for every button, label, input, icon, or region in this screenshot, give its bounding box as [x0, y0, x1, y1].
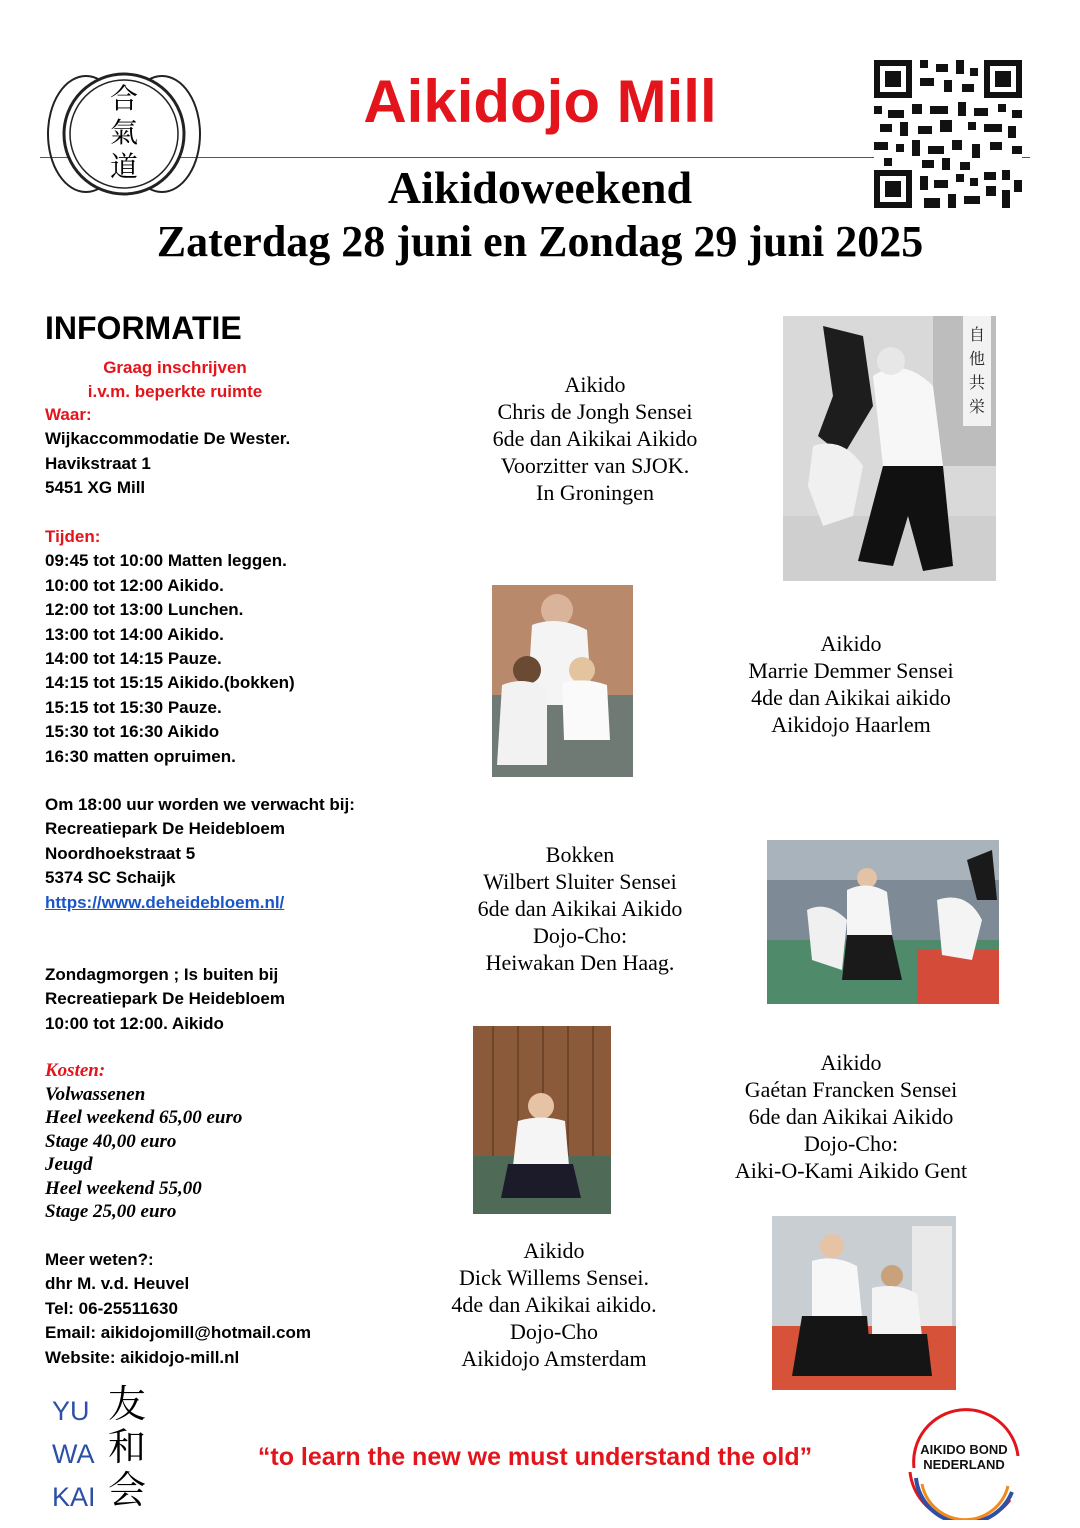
event-subtitle: Aikidoweekend — [387, 162, 693, 213]
teacher-wilbert: Bokken Wilbert Sluiter Sensei 6de dan Aikikai Aikido Dojo-Cho: Heiwakan Den Haag. — [477, 842, 683, 975]
cost-line: Heel weekend 55,00 — [45, 1177, 202, 1199]
svg-text:NEDERLAND: NEDERLAND — [923, 1457, 1005, 1472]
address-line: Havikstraat 1 — [45, 453, 151, 473]
teacher-gaetan: Aikido Gaétan Francken Sensei 6de dan Aikikai Aikido Dojo-Cho: Aiki-O-Kami Aikido Gent — [734, 1050, 968, 1183]
location-block — [45, 403, 290, 501]
schedule-item: 16:30 matten opruimen. — [45, 746, 236, 766]
sunday-line: Recreatiepark De Heidebloem — [45, 989, 285, 1009]
schedule-item: 15:15 tot 15:30 Pauze. — [45, 697, 222, 717]
contact-email: Email: aikidojomill@hotmail.com — [45, 1323, 311, 1343]
teacher-chris: Aikido Chris de Jongh Sensei 6de dan Aikikai Aikido Voorzitter van SJOK. In Groningen — [492, 372, 698, 505]
schedule-item: 12:00 tot 13:00 Lunchen. — [45, 600, 244, 620]
sunday-line: Zondagmorgen ; Is buiten bij — [45, 965, 279, 984]
teacher-dick: Aikido Dick Willems Sensei. 4de dan Aikikai aikido. Dojo-Cho Aikidojo Amsterdam — [451, 1238, 657, 1371]
address-line: 5451 XG Mill — [45, 478, 146, 498]
registration-note: Graag inschrijven i.v.m. beperkte ruimte — [87, 358, 263, 401]
info-heading: INFORMATIE — [45, 310, 242, 346]
schedule-item: 14:00 tot 14:15 Pauze. — [45, 649, 222, 669]
qr-code[interactable] — [874, 60, 1022, 208]
svg-text:合: 合 — [109, 82, 139, 115]
waar-label: Waar: — [45, 405, 92, 424]
cost-line: Volwassenen — [45, 1083, 146, 1105]
cost-line: Stage 40,00 euro — [45, 1130, 177, 1152]
svg-text:共: 共 — [968, 373, 986, 392]
evening-block — [45, 793, 355, 915]
cost-line: Heel weekend 65,00 euro — [45, 1107, 243, 1128]
yuwakai-logo-kanji: 友 和 会 — [108, 1382, 147, 1512]
aikido-bond-logo — [900, 1408, 1028, 1520]
sunday-line: 10:00 tot 12:00. Aikido — [45, 1013, 224, 1033]
contact-name: dhr M. v.d. Heuvel — [45, 1274, 190, 1294]
cost-line: Stage 25,00 euro — [45, 1201, 177, 1222]
footer-quote: “to learn the new we must understand the old” — [257, 1443, 813, 1471]
schedule-item: 15:30 tot 16:30 Aikido — [45, 722, 220, 742]
evening-line: 5374 SC Schaijk — [45, 868, 176, 888]
event-dates: Zaterdag 28 juni en Zondag 29 juni 2025 — [156, 217, 924, 266]
evening-line: Noordhoekstraat 5 — [45, 843, 196, 863]
schedule-item: 14:15 tot 15:15 Aikido.(bokken) — [45, 673, 295, 693]
address-line: Wijkaccommodatie De Wester. — [45, 429, 291, 449]
svg-text:自: 自 — [968, 325, 986, 344]
photo-chris-throw — [783, 316, 996, 581]
yuwakai-logo-text: YU WA KAI — [52, 1396, 96, 1512]
photo-gaetan-technique — [772, 1216, 956, 1390]
teacher-marrie: Aikido Marrie Demmer Sensei 4de dan Aikikai aikido Aikidojo Haarlem — [748, 631, 954, 737]
tijden-label: Tijden: — [45, 527, 101, 546]
contact-phone: Tel: 06-25511630 — [45, 1298, 178, 1318]
costs-block — [45, 1059, 242, 1224]
svg-text:道: 道 — [109, 150, 139, 183]
photo-wilbert-demo — [767, 840, 999, 1004]
schedule-item: 09:45 tot 10:00 Matten leggen. — [45, 551, 287, 571]
svg-text:AIKIDO BOND: AIKIDO BOND — [920, 1442, 1008, 1457]
svg-text:氣: 氣 — [109, 116, 139, 149]
cost-line: Jeugd — [45, 1154, 93, 1175]
evening-line: Recreatiepark De Heidebloem — [45, 819, 285, 839]
schedule-item: 10:00 tot 12:00 Aikido. — [45, 575, 224, 595]
photo-marrie-kids — [492, 585, 633, 777]
evening-line: Om 18:00 uur worden we verwacht bij: — [45, 795, 355, 814]
page-title: Aikidojo Mill — [363, 68, 717, 135]
heidebloem-link[interactable]: https://www.deheidebloem.nl/ — [45, 892, 285, 912]
svg-text:栄: 栄 — [968, 397, 986, 416]
contact-website: Website: aikidojo-mill.nl — [45, 1347, 240, 1367]
sunday-block — [45, 963, 285, 1036]
photo-dick-seiza — [473, 1026, 611, 1214]
schedule-item: 13:00 tot 14:00 Aikido. — [45, 624, 224, 644]
schedule-block — [45, 525, 295, 769]
kosten-label: Kosten: — [45, 1060, 106, 1081]
contact-heading: Meer weten?: — [45, 1250, 154, 1269]
contact-block — [45, 1248, 311, 1370]
svg-text:他: 他 — [968, 349, 986, 368]
aikido-logo — [44, 70, 204, 198]
